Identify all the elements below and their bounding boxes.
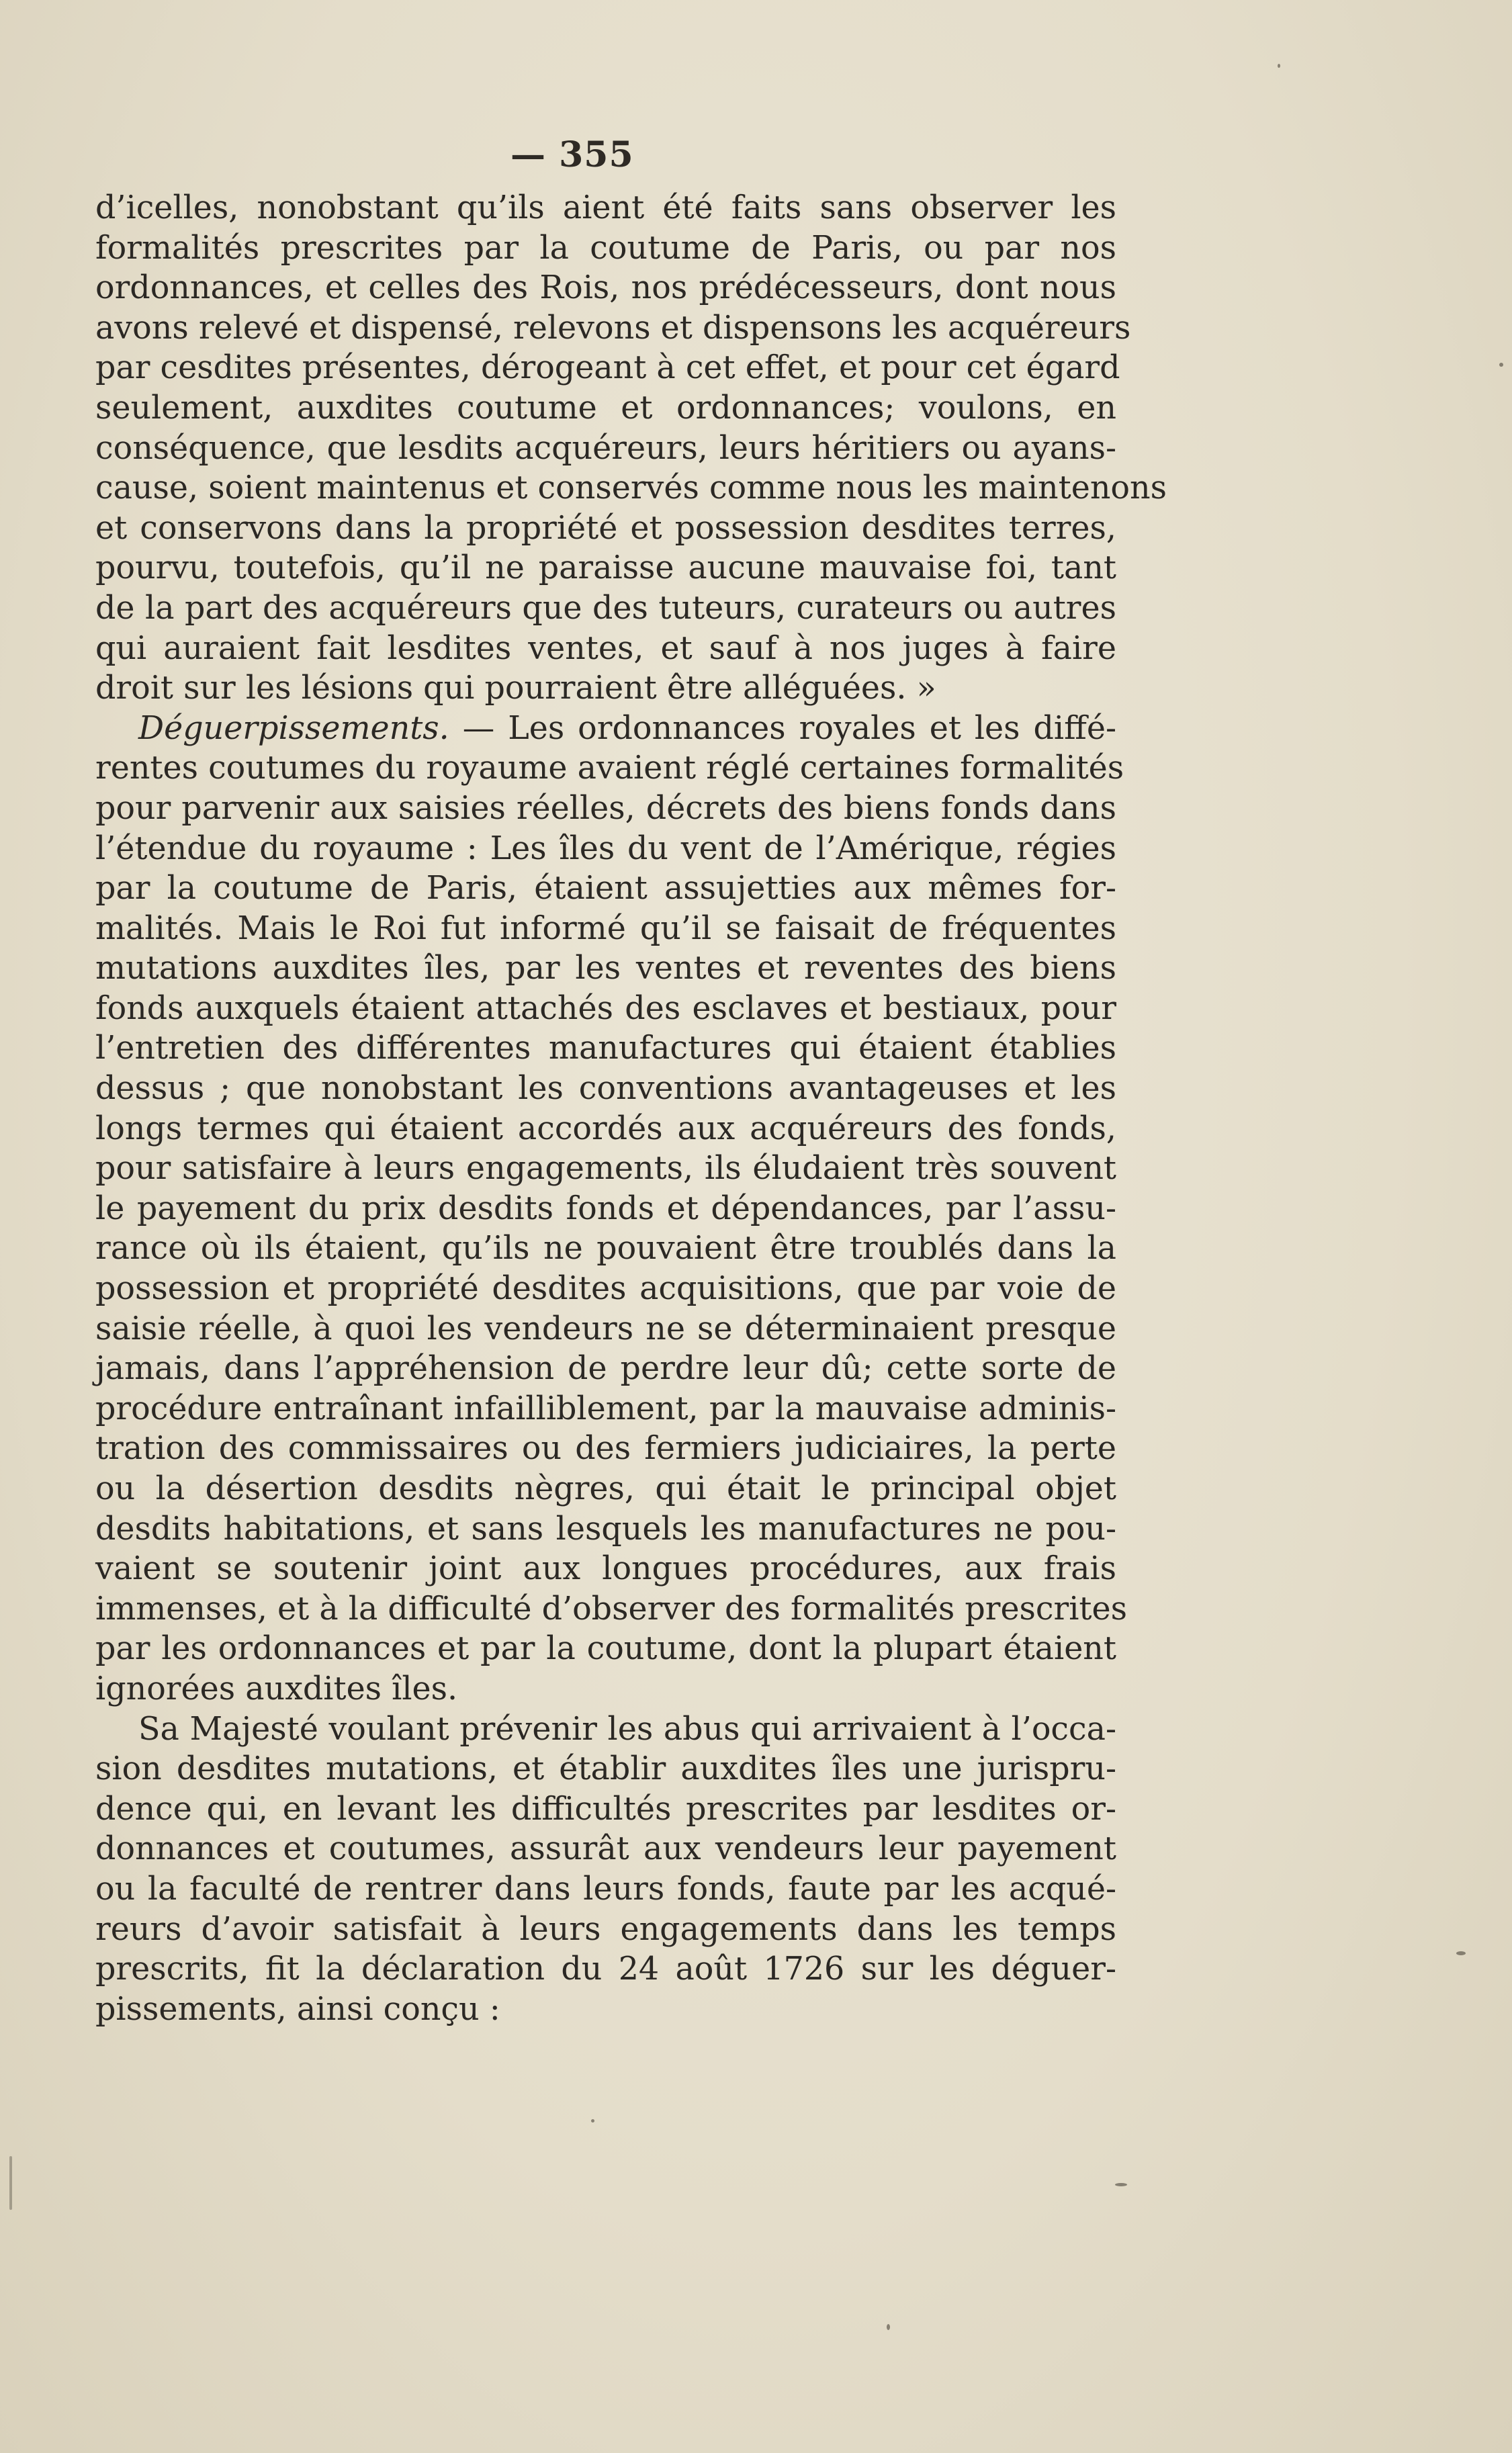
text-line: sion desdites mutations, et établir auxdites îles une jurispru- bbox=[95, 1750, 1116, 1788]
text-line: ou la désertion desdits nègres, qui était le principal objet bbox=[95, 1470, 1116, 1507]
page-number: — 355 bbox=[510, 134, 634, 175]
text-line: avons relevé et dispensé, relevons et dispensons les acquéreurs bbox=[95, 309, 1131, 347]
scan-speck bbox=[1278, 64, 1280, 68]
text-line: ou la faculté de rentrer dans leurs fonds, faute par les acqué- bbox=[95, 1870, 1116, 1908]
text-line: par les ordonnances et par la coutume, dont la plupart étaient bbox=[95, 1630, 1116, 1668]
text-line: saisie réelle, à quoi les vendeurs ne se déterminaient presque bbox=[95, 1310, 1116, 1347]
body-text bbox=[95, 188, 1167, 2029]
text-line: desdits habitations, et sans lesquels les manufactures ne pou- bbox=[95, 1510, 1116, 1548]
scan-speck bbox=[1115, 2183, 1127, 2186]
text-line: pour satisfaire à leurs engagements, ils éludaient très souvent bbox=[95, 1150, 1116, 1188]
text-line: seulement, auxdites coutume et ordonnances; voulons, en bbox=[95, 389, 1116, 427]
scan-speck bbox=[9, 2156, 12, 2210]
text-line: et conservons dans la propriété et possession desdites terres, bbox=[95, 509, 1116, 547]
text-line: jamais, dans l’appréhension de perdre leur dû; cette sorte de bbox=[95, 1350, 1116, 1388]
text-line: malités. Mais le Roi fut informé qu’il se faisait de fréquentes bbox=[95, 909, 1116, 947]
text-line: possession et propriété desdites acquisitions, que par voie de bbox=[95, 1270, 1116, 1308]
paragraph-declaration bbox=[95, 1709, 1116, 2030]
text-line: ordonnances, et celles des Rois, nos prédécesseurs, dont nous bbox=[95, 269, 1116, 307]
text-line: longs termes qui étaient accordés aux acquéreurs des fonds, bbox=[95, 1110, 1116, 1147]
text-line: reurs d’avoir satisfait à leurs engagements dans les temps bbox=[95, 1910, 1116, 1948]
text-line: de la part des acquéreurs que des tuteurs, curateurs ou autres bbox=[95, 589, 1116, 627]
text-line: rentes coutumes du royaume avaient réglé certaines formalités bbox=[95, 750, 1124, 787]
text-line: Sa Majesté voulant prévenir les abus qui arrivaient à l’occa- bbox=[138, 1710, 1116, 1748]
text-line: par la coutume de Paris, étaient assujetties aux mêmes for- bbox=[95, 870, 1116, 907]
text-line: donnances et coutumes, assurât aux vendeurs leur payement bbox=[95, 1830, 1116, 1868]
text-line: conséquence, que lesdits acquéreurs, leurs héritiers ou ayans- bbox=[95, 429, 1116, 467]
text-line: dence qui, en levant les difficultés prescrites par lesdites or- bbox=[95, 1790, 1116, 1828]
paragraph-deguerpissements bbox=[95, 709, 1128, 1709]
text-line: mutations auxdites îles, par les ventes et reventes des biens bbox=[95, 950, 1116, 987]
text-line: formalités prescrites par la coutume de Paris, ou par nos bbox=[95, 229, 1116, 267]
scan-speck bbox=[591, 2119, 594, 2123]
text-line: cause, soient maintenus et conservés comme nous les maintenons bbox=[95, 470, 1167, 507]
scan-speck bbox=[887, 2324, 890, 2330]
text-line: rance où ils étaient, qu’ils ne pouvaient être troublés dans la bbox=[95, 1230, 1116, 1267]
section-heading: Déguerpissements. bbox=[138, 709, 449, 747]
text-line: procédure entraînant infailliblement, par la mauvaise adminis- bbox=[95, 1390, 1116, 1427]
paragraph-continuation bbox=[95, 188, 1167, 709]
text-line: d’icelles, nonobstant qu’ils aient été faits sans observer les bbox=[95, 189, 1116, 226]
text-line: pour parvenir aux saisies réelles, décrets des biens fonds dans bbox=[95, 789, 1116, 827]
text-line: dessus ; que nonobstant les conventions avantageuses et les bbox=[95, 1070, 1116, 1108]
text-line: vaient se soutenir joint aux longues procédures, aux frais bbox=[95, 1550, 1116, 1588]
text-line: droit sur les lésions qui pourraient être alléguées. » bbox=[95, 670, 936, 707]
text-line: pourvu, toutefois, qu’il ne paraisse aucune mauvaise foi, tant bbox=[95, 549, 1116, 587]
text-line: l’étendue du royaume : Les îles du vent de l’Amérique, régies bbox=[95, 830, 1116, 867]
scan-speck bbox=[1456, 1951, 1466, 1955]
scan-speck bbox=[1499, 363, 1503, 367]
text-line: l’entretien des différentes manufactures qui étaient établies bbox=[95, 1030, 1116, 1067]
text-line: tration des commissaires ou des fermiers judiciaires, la perte bbox=[95, 1430, 1116, 1468]
text-line bbox=[95, 709, 1116, 749]
text-line: par cesdites présentes, dérogeant à cet effet, et pour cet égard bbox=[95, 349, 1120, 387]
text-line: immenses, et à la difficulté d’observer des formalités prescrites bbox=[95, 1590, 1128, 1627]
text-line: le payement du prix desdits fonds et dépendances, par l’assu- bbox=[95, 1190, 1116, 1227]
heading-rest: — Les ordonnances royales et les diffé- bbox=[449, 709, 1116, 747]
text-line: prescrits, fit la déclaration du 24 août 1726 sur les déguer- bbox=[95, 1951, 1116, 1988]
text-line: qui auraient fait lesdites ventes, et sauf à nos juges à faire bbox=[95, 629, 1116, 667]
text-line: fonds auxquels étaient attachés des esclaves et bestiaux, pour bbox=[95, 989, 1116, 1027]
text-line: pissements, ainsi conçu : bbox=[95, 1990, 500, 2028]
text-line: ignorées auxdites îles. bbox=[95, 1670, 458, 1707]
